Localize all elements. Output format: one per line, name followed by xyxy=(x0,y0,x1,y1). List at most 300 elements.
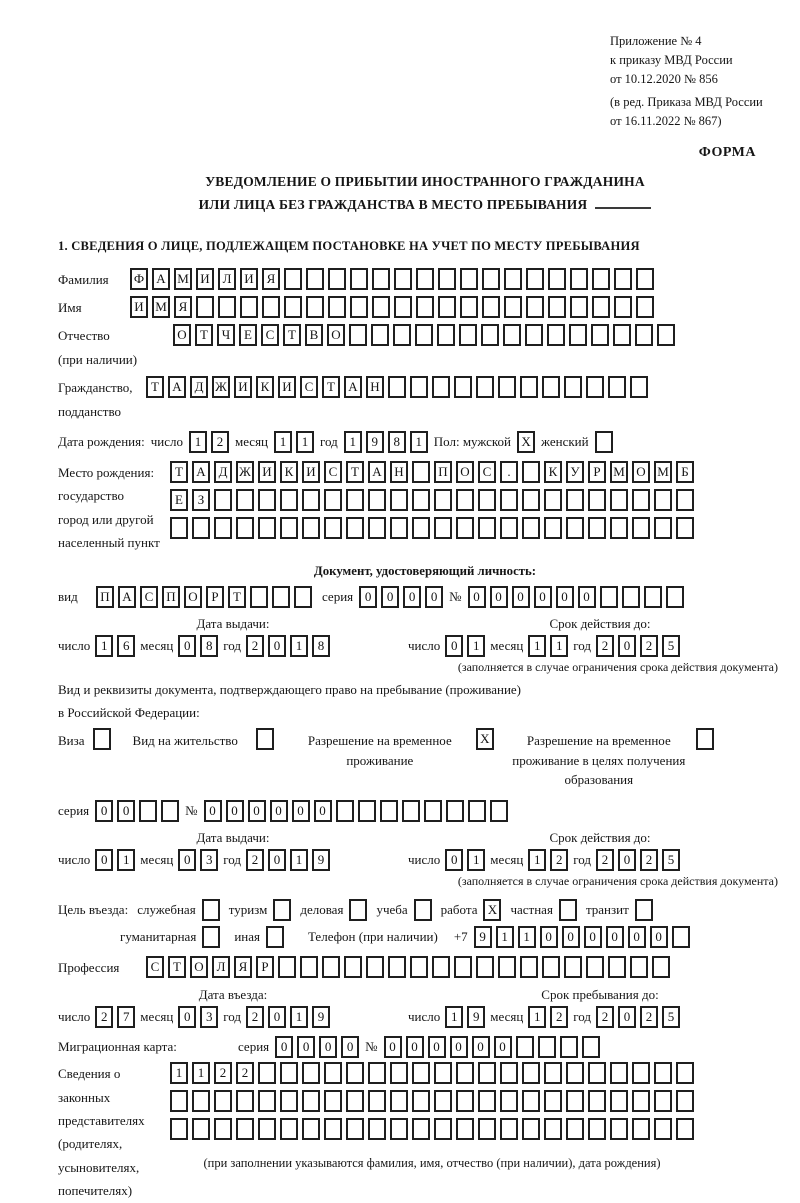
form-cell[interactable] xyxy=(500,1062,518,1084)
form-cell[interactable] xyxy=(586,956,604,978)
form-cell[interactable] xyxy=(468,800,486,822)
form-cell[interactable] xyxy=(236,1090,254,1112)
form-cell[interactable]: Т xyxy=(168,956,186,978)
form-cell[interactable] xyxy=(350,268,368,290)
form-cell[interactable] xyxy=(346,1062,364,1084)
form-cell[interactable]: 1 xyxy=(290,635,308,657)
form-cell[interactable] xyxy=(666,586,684,608)
form-cell[interactable] xyxy=(654,1062,672,1084)
form-cell[interactable]: 1 xyxy=(528,635,546,657)
form-cell[interactable] xyxy=(434,517,452,539)
form-cell[interactable] xyxy=(390,1062,408,1084)
form-cell[interactable]: 0 xyxy=(268,1006,286,1028)
form-cell[interactable]: Ф xyxy=(130,268,148,290)
form-cell[interactable]: 2 xyxy=(550,849,568,871)
form-cell[interactable] xyxy=(410,956,428,978)
form-cell[interactable] xyxy=(393,324,411,346)
form-cell[interactable] xyxy=(566,1090,584,1112)
form-cell[interactable] xyxy=(588,489,606,511)
form-cell[interactable]: 0 xyxy=(628,926,646,948)
form-cell[interactable]: 0 xyxy=(297,1036,315,1058)
form-cell[interactable] xyxy=(346,517,364,539)
form-cell[interactable] xyxy=(592,296,610,318)
form-cell[interactable] xyxy=(368,1118,386,1140)
form-cell[interactable] xyxy=(476,956,494,978)
form-cell[interactable] xyxy=(412,1118,430,1140)
form-cell[interactable]: Т xyxy=(283,324,301,346)
form-cell[interactable] xyxy=(394,296,412,318)
visa-checkbox[interactable] xyxy=(93,728,111,750)
form-cell[interactable] xyxy=(280,1118,298,1140)
form-cell[interactable] xyxy=(632,517,650,539)
form-cell[interactable]: 5 xyxy=(662,1006,680,1028)
form-cell[interactable] xyxy=(416,296,434,318)
form-cell[interactable] xyxy=(280,1062,298,1084)
form-cell[interactable] xyxy=(676,1118,694,1140)
form-cell[interactable]: 0 xyxy=(381,586,399,608)
form-cell[interactable]: Е xyxy=(170,489,188,511)
form-cell[interactable] xyxy=(192,1118,210,1140)
form-cell[interactable] xyxy=(344,956,362,978)
form-cell[interactable] xyxy=(412,1062,430,1084)
form-cell[interactable] xyxy=(236,517,254,539)
form-cell[interactable]: Ч xyxy=(217,324,235,346)
form-cell[interactable] xyxy=(390,1118,408,1140)
form-cell[interactable]: Л xyxy=(218,268,236,290)
form-cell[interactable]: 7 xyxy=(117,1006,135,1028)
form-cell[interactable] xyxy=(570,296,588,318)
form-cell[interactable] xyxy=(424,800,442,822)
form-cell[interactable] xyxy=(346,1118,364,1140)
form-cell[interactable]: 0 xyxy=(314,800,332,822)
form-cell[interactable] xyxy=(390,517,408,539)
form-cell[interactable] xyxy=(614,268,632,290)
form-cell[interactable] xyxy=(258,1090,276,1112)
form-cell[interactable] xyxy=(349,324,367,346)
form-cell[interactable] xyxy=(412,489,430,511)
form-cell[interactable] xyxy=(438,296,456,318)
form-cell[interactable]: 2 xyxy=(596,635,614,657)
form-cell[interactable]: 2 xyxy=(246,1006,264,1028)
form-cell[interactable] xyxy=(302,1118,320,1140)
form-cell[interactable]: 1 xyxy=(496,926,514,948)
form-cell[interactable]: 0 xyxy=(494,1036,512,1058)
form-cell[interactable] xyxy=(676,489,694,511)
form-cell[interactable] xyxy=(437,324,455,346)
form-cell[interactable] xyxy=(542,376,560,398)
form-cell[interactable]: 0 xyxy=(406,1036,424,1058)
form-cell[interactable] xyxy=(498,956,516,978)
form-cell[interactable] xyxy=(500,517,518,539)
form-cell[interactable]: 8 xyxy=(388,431,406,453)
form-cell[interactable] xyxy=(372,296,390,318)
form-cell[interactable]: 9 xyxy=(312,849,330,871)
form-cell[interactable]: Т xyxy=(146,376,164,398)
form-cell[interactable]: Д xyxy=(214,461,232,483)
form-cell[interactable]: 0 xyxy=(425,586,443,608)
form-cell[interactable] xyxy=(302,1062,320,1084)
form-cell[interactable]: 1 xyxy=(274,431,292,453)
form-cell[interactable]: 0 xyxy=(95,849,113,871)
form-cell[interactable] xyxy=(608,956,626,978)
form-cell[interactable] xyxy=(522,1090,540,1112)
form-cell[interactable]: М xyxy=(654,461,672,483)
form-cell[interactable] xyxy=(500,489,518,511)
form-cell[interactable]: 1 xyxy=(528,1006,546,1028)
form-cell[interactable] xyxy=(306,296,324,318)
form-cell[interactable]: 0 xyxy=(268,849,286,871)
form-cell[interactable] xyxy=(520,376,538,398)
form-cell[interactable] xyxy=(438,268,456,290)
form-cell[interactable] xyxy=(192,1090,210,1112)
form-cell[interactable] xyxy=(622,586,640,608)
form-cell[interactable] xyxy=(654,1090,672,1112)
purpose-official-checkbox[interactable] xyxy=(202,899,220,921)
form-cell[interactable]: И xyxy=(302,461,320,483)
form-cell[interactable] xyxy=(504,268,522,290)
form-cell[interactable]: А xyxy=(192,461,210,483)
form-cell[interactable] xyxy=(644,586,662,608)
form-cell[interactable] xyxy=(236,489,254,511)
form-cell[interactable] xyxy=(613,324,631,346)
form-cell[interactable]: 0 xyxy=(319,1036,337,1058)
form-cell[interactable]: С xyxy=(324,461,342,483)
form-cell[interactable]: 0 xyxy=(490,586,508,608)
form-cell[interactable] xyxy=(544,489,562,511)
form-cell[interactable]: И xyxy=(234,376,252,398)
form-cell[interactable]: Д xyxy=(190,376,208,398)
form-cell[interactable]: Р xyxy=(206,586,224,608)
form-cell[interactable]: Я xyxy=(174,296,192,318)
form-cell[interactable] xyxy=(240,296,258,318)
form-cell[interactable]: К xyxy=(256,376,274,398)
form-cell[interactable] xyxy=(676,1090,694,1112)
form-cell[interactable] xyxy=(570,268,588,290)
form-cell[interactable]: Л xyxy=(212,956,230,978)
form-cell[interactable] xyxy=(324,1118,342,1140)
form-cell[interactable] xyxy=(522,1062,540,1084)
form-cell[interactable] xyxy=(588,517,606,539)
form-cell[interactable]: К xyxy=(280,461,298,483)
form-cell[interactable] xyxy=(170,1090,188,1112)
form-cell[interactable] xyxy=(547,324,565,346)
form-cell[interactable] xyxy=(676,1062,694,1084)
form-cell[interactable]: Р xyxy=(256,956,274,978)
form-cell[interactable] xyxy=(390,1090,408,1112)
form-cell[interactable] xyxy=(302,1090,320,1112)
form-cell[interactable] xyxy=(588,1090,606,1112)
form-cell[interactable] xyxy=(456,517,474,539)
form-cell[interactable]: Т xyxy=(322,376,340,398)
form-cell[interactable] xyxy=(478,1090,496,1112)
form-cell[interactable] xyxy=(272,586,290,608)
form-cell[interactable]: 0 xyxy=(270,800,288,822)
form-cell[interactable] xyxy=(328,296,346,318)
form-cell[interactable]: 0 xyxy=(512,586,530,608)
purpose-humanitarian-checkbox[interactable] xyxy=(202,926,220,948)
form-cell[interactable]: Е xyxy=(239,324,257,346)
form-cell[interactable] xyxy=(548,296,566,318)
form-cell[interactable]: 2 xyxy=(640,635,658,657)
form-cell[interactable]: 9 xyxy=(474,926,492,948)
form-cell[interactable]: 0 xyxy=(359,586,377,608)
form-cell[interactable]: 0 xyxy=(650,926,668,948)
form-cell[interactable]: 0 xyxy=(95,800,113,822)
form-cell[interactable]: Р xyxy=(588,461,606,483)
form-cell[interactable]: Н xyxy=(390,461,408,483)
form-cell[interactable] xyxy=(548,268,566,290)
form-cell[interactable] xyxy=(614,296,632,318)
form-cell[interactable] xyxy=(434,1062,452,1084)
form-cell[interactable] xyxy=(250,586,268,608)
form-cell[interactable] xyxy=(526,268,544,290)
form-cell[interactable] xyxy=(262,296,280,318)
form-cell[interactable] xyxy=(434,1118,452,1140)
form-cell[interactable]: И xyxy=(196,268,214,290)
rvp-checkbox[interactable]: X xyxy=(476,728,494,750)
form-cell[interactable] xyxy=(324,1090,342,1112)
form-cell[interactable] xyxy=(390,489,408,511)
form-cell[interactable] xyxy=(672,926,690,948)
form-cell[interactable] xyxy=(372,268,390,290)
form-cell[interactable]: 0 xyxy=(248,800,266,822)
form-cell[interactable]: О xyxy=(173,324,191,346)
form-cell[interactable]: 1 xyxy=(467,635,485,657)
form-cell[interactable] xyxy=(478,489,496,511)
form-cell[interactable] xyxy=(610,1090,628,1112)
form-cell[interactable]: О xyxy=(184,586,202,608)
form-cell[interactable]: 8 xyxy=(312,635,330,657)
form-cell[interactable] xyxy=(456,1062,474,1084)
form-cell[interactable]: 1 xyxy=(290,849,308,871)
form-cell[interactable] xyxy=(294,586,312,608)
form-cell[interactable]: 2 xyxy=(640,849,658,871)
form-cell[interactable]: 2 xyxy=(550,1006,568,1028)
form-cell[interactable] xyxy=(456,1090,474,1112)
form-cell[interactable]: О xyxy=(632,461,650,483)
form-cell[interactable] xyxy=(478,1118,496,1140)
form-cell[interactable] xyxy=(610,1062,628,1084)
form-cell[interactable] xyxy=(478,1062,496,1084)
form-cell[interactable]: 1 xyxy=(192,1062,210,1084)
form-cell[interactable] xyxy=(454,956,472,978)
form-cell[interactable] xyxy=(380,800,398,822)
form-cell[interactable] xyxy=(520,956,538,978)
form-cell[interactable]: П xyxy=(434,461,452,483)
form-cell[interactable] xyxy=(566,489,584,511)
form-cell[interactable] xyxy=(481,324,499,346)
form-cell[interactable] xyxy=(284,268,302,290)
form-cell[interactable] xyxy=(432,376,450,398)
form-cell[interactable]: А xyxy=(368,461,386,483)
form-cell[interactable]: И xyxy=(240,268,258,290)
form-cell[interactable] xyxy=(346,1090,364,1112)
form-cell[interactable]: 2 xyxy=(246,849,264,871)
form-cell[interactable]: О xyxy=(327,324,345,346)
form-cell[interactable] xyxy=(258,1062,276,1084)
form-cell[interactable] xyxy=(196,296,214,318)
form-cell[interactable] xyxy=(632,1062,650,1084)
form-cell[interactable] xyxy=(415,324,433,346)
form-cell[interactable]: 1 xyxy=(528,849,546,871)
form-cell[interactable] xyxy=(170,517,188,539)
sex-male-checkbox[interactable]: X xyxy=(517,431,535,453)
form-cell[interactable] xyxy=(280,489,298,511)
form-cell[interactable] xyxy=(498,376,516,398)
form-cell[interactable] xyxy=(522,1118,540,1140)
form-cell[interactable]: 1 xyxy=(410,431,428,453)
form-cell[interactable] xyxy=(192,517,210,539)
form-cell[interactable]: В xyxy=(305,324,323,346)
form-cell[interactable]: С xyxy=(261,324,279,346)
form-cell[interactable]: 9 xyxy=(366,431,384,453)
form-cell[interactable]: Т xyxy=(195,324,213,346)
form-cell[interactable] xyxy=(544,1090,562,1112)
form-cell[interactable] xyxy=(482,296,500,318)
form-cell[interactable] xyxy=(302,517,320,539)
form-cell[interactable]: 1 xyxy=(189,431,207,453)
form-cell[interactable]: 0 xyxy=(403,586,421,608)
form-cell[interactable] xyxy=(564,956,582,978)
form-cell[interactable] xyxy=(366,956,384,978)
form-cell[interactable]: 2 xyxy=(246,635,264,657)
form-cell[interactable] xyxy=(459,324,477,346)
form-cell[interactable]: 1 xyxy=(170,1062,188,1084)
form-cell[interactable] xyxy=(214,1118,232,1140)
form-cell[interactable] xyxy=(490,800,508,822)
form-cell[interactable] xyxy=(328,268,346,290)
form-cell[interactable] xyxy=(478,517,496,539)
form-cell[interactable]: . xyxy=(500,461,518,483)
form-cell[interactable] xyxy=(278,956,296,978)
form-cell[interactable]: 9 xyxy=(312,1006,330,1028)
form-cell[interactable] xyxy=(522,489,540,511)
form-cell[interactable]: К xyxy=(544,461,562,483)
form-cell[interactable]: 0 xyxy=(178,849,196,871)
purpose-tourism-checkbox[interactable] xyxy=(273,899,291,921)
form-cell[interactable] xyxy=(630,956,648,978)
form-cell[interactable] xyxy=(560,1036,578,1058)
form-cell[interactable] xyxy=(610,489,628,511)
form-cell[interactable] xyxy=(214,517,232,539)
form-cell[interactable]: 2 xyxy=(596,849,614,871)
form-cell[interactable]: 5 xyxy=(662,849,680,871)
form-cell[interactable] xyxy=(371,324,389,346)
form-cell[interactable]: А xyxy=(168,376,186,398)
form-cell[interactable]: 0 xyxy=(606,926,624,948)
form-cell[interactable] xyxy=(214,489,232,511)
form-cell[interactable]: 1 xyxy=(467,849,485,871)
form-cell[interactable]: 1 xyxy=(445,1006,463,1028)
form-cell[interactable] xyxy=(636,296,654,318)
form-cell[interactable]: 0 xyxy=(534,586,552,608)
form-cell[interactable] xyxy=(654,489,672,511)
form-cell[interactable]: 0 xyxy=(584,926,602,948)
purpose-business-checkbox[interactable] xyxy=(349,899,367,921)
form-cell[interactable]: М xyxy=(610,461,628,483)
form-cell[interactable]: 0 xyxy=(472,1036,490,1058)
form-cell[interactable]: 0 xyxy=(341,1036,359,1058)
form-cell[interactable]: У xyxy=(566,461,584,483)
form-cell[interactable]: П xyxy=(96,586,114,608)
form-cell[interactable] xyxy=(516,1036,534,1058)
form-cell[interactable]: 0 xyxy=(468,586,486,608)
form-cell[interactable] xyxy=(258,517,276,539)
form-cell[interactable] xyxy=(350,296,368,318)
form-cell[interactable]: 1 xyxy=(117,849,135,871)
form-cell[interactable] xyxy=(564,376,582,398)
form-cell[interactable] xyxy=(214,1090,232,1112)
form-cell[interactable] xyxy=(322,956,340,978)
form-cell[interactable]: 1 xyxy=(550,635,568,657)
form-cell[interactable]: Б xyxy=(676,461,694,483)
form-cell[interactable] xyxy=(170,1118,188,1140)
form-cell[interactable] xyxy=(434,489,452,511)
form-cell[interactable]: Т xyxy=(228,586,246,608)
form-cell[interactable] xyxy=(635,324,653,346)
form-cell[interactable]: С xyxy=(146,956,164,978)
form-cell[interactable] xyxy=(300,956,318,978)
form-cell[interactable] xyxy=(591,324,609,346)
form-cell[interactable]: 3 xyxy=(200,1006,218,1028)
form-cell[interactable]: М xyxy=(174,268,192,290)
form-cell[interactable]: 2 xyxy=(236,1062,254,1084)
form-cell[interactable]: 8 xyxy=(200,635,218,657)
form-cell[interactable] xyxy=(434,1090,452,1112)
form-cell[interactable] xyxy=(476,376,494,398)
form-cell[interactable]: 2 xyxy=(596,1006,614,1028)
form-cell[interactable]: М xyxy=(152,296,170,318)
form-cell[interactable] xyxy=(582,1036,600,1058)
form-cell[interactable] xyxy=(500,1090,518,1112)
form-cell[interactable]: 0 xyxy=(540,926,558,948)
form-cell[interactable] xyxy=(324,517,342,539)
form-cell[interactable] xyxy=(588,1118,606,1140)
form-cell[interactable]: 2 xyxy=(214,1062,232,1084)
form-cell[interactable]: А xyxy=(118,586,136,608)
form-cell[interactable]: С xyxy=(478,461,496,483)
form-cell[interactable] xyxy=(566,1062,584,1084)
form-cell[interactable]: 0 xyxy=(178,635,196,657)
form-cell[interactable] xyxy=(280,517,298,539)
form-cell[interactable] xyxy=(566,1118,584,1140)
form-cell[interactable]: 0 xyxy=(292,800,310,822)
form-cell[interactable]: 0 xyxy=(556,586,574,608)
form-cell[interactable]: И xyxy=(130,296,148,318)
form-cell[interactable]: 9 xyxy=(467,1006,485,1028)
form-cell[interactable]: З xyxy=(192,489,210,511)
form-cell[interactable] xyxy=(388,376,406,398)
purpose-transit-checkbox[interactable] xyxy=(635,899,653,921)
form-cell[interactable] xyxy=(632,489,650,511)
form-cell[interactable] xyxy=(368,517,386,539)
form-cell[interactable]: 0 xyxy=(384,1036,402,1058)
form-cell[interactable] xyxy=(610,517,628,539)
form-cell[interactable] xyxy=(368,1062,386,1084)
form-cell[interactable] xyxy=(432,956,450,978)
form-cell[interactable] xyxy=(522,517,540,539)
form-cell[interactable] xyxy=(676,517,694,539)
form-cell[interactable]: Т xyxy=(170,461,188,483)
form-cell[interactable]: 0 xyxy=(445,635,463,657)
form-cell[interactable]: О xyxy=(456,461,474,483)
form-cell[interactable] xyxy=(632,1118,650,1140)
form-cell[interactable] xyxy=(544,1118,562,1140)
form-cell[interactable] xyxy=(412,1090,430,1112)
form-cell[interactable]: С xyxy=(300,376,318,398)
form-cell[interactable] xyxy=(504,296,522,318)
form-cell[interactable] xyxy=(592,268,610,290)
